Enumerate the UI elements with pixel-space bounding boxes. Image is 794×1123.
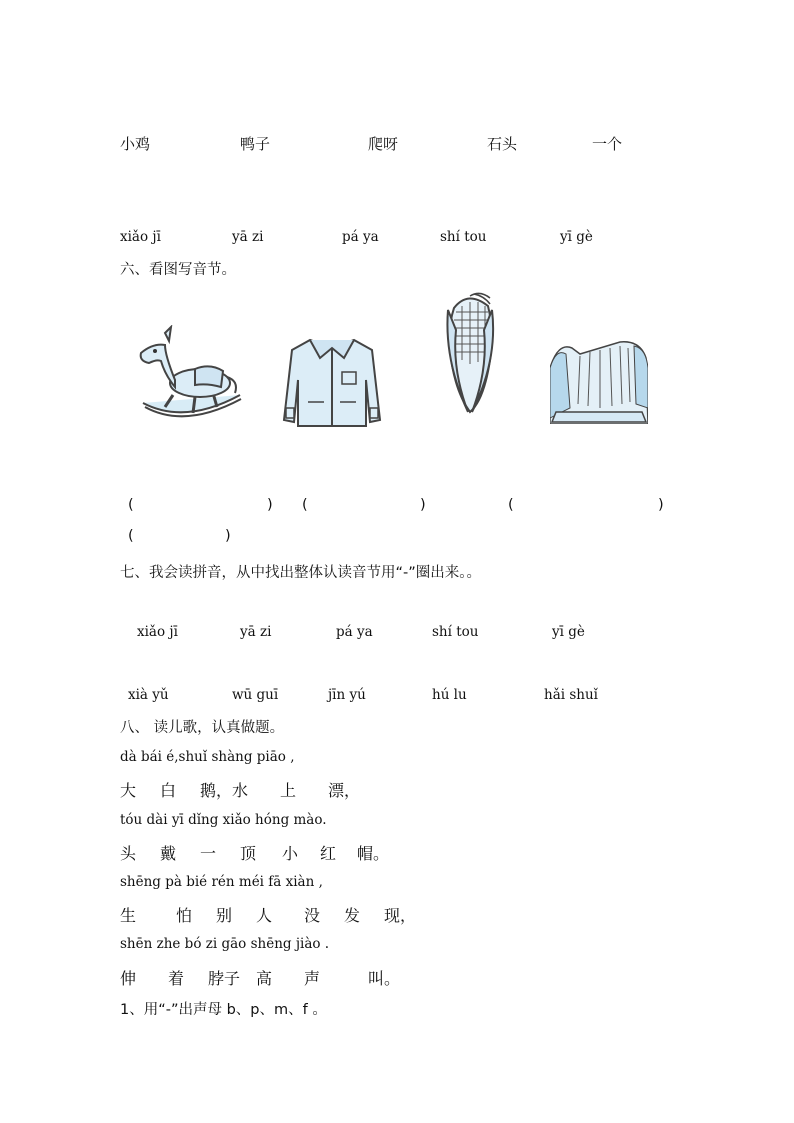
bracket-close: ) bbox=[420, 497, 426, 513]
word: 石头 bbox=[487, 135, 518, 153]
pinyin: yā zi bbox=[240, 624, 272, 640]
bracket-open: ( bbox=[128, 497, 134, 513]
pinyin: yī gè bbox=[560, 229, 593, 245]
jacket-icon bbox=[280, 330, 385, 430]
hanzi: 小 bbox=[282, 844, 299, 863]
hanzi: 没 bbox=[304, 906, 321, 925]
hanzi: 漂， bbox=[328, 781, 361, 800]
hanzi: 发 bbox=[344, 906, 361, 925]
word: 鸭子 bbox=[240, 135, 271, 153]
pinyin: hǎi shuǐ bbox=[544, 687, 598, 703]
hanzi: 别 bbox=[216, 906, 233, 925]
hanzi: 叫。 bbox=[368, 969, 401, 988]
bracket-open: ( bbox=[128, 528, 134, 544]
bracket-close: ) bbox=[225, 528, 231, 544]
hanzi: 着 bbox=[168, 969, 185, 988]
section8-title: 八、 读儿歌，认真做题。 bbox=[120, 720, 285, 736]
pinyin: shí tou bbox=[432, 624, 479, 640]
hanzi: 顶 bbox=[240, 844, 257, 863]
pinyin: xiǎo jī bbox=[137, 624, 178, 640]
hanzi: 一 bbox=[200, 844, 217, 863]
jacket-picture bbox=[280, 330, 385, 430]
pinyin: xiǎo jī bbox=[120, 229, 161, 245]
corn-icon bbox=[440, 290, 500, 415]
hanzi: 白 bbox=[160, 781, 177, 800]
bracket-open: ( bbox=[508, 497, 514, 513]
hanzi: 上 bbox=[280, 781, 297, 800]
pinyin: shí tou bbox=[440, 229, 487, 245]
hanzi: 高 bbox=[256, 969, 273, 988]
hanzi: 生 bbox=[120, 906, 137, 925]
poem-pinyin: shēng pà bié rén méi fā xiàn , bbox=[120, 874, 323, 890]
word: 爬呀 bbox=[368, 135, 399, 153]
rocking-horse-picture bbox=[135, 325, 245, 425]
question-1: 1、用“-”出声母 b、p、m、f 。 bbox=[120, 1002, 327, 1018]
hanzi: 鹅，水 bbox=[200, 781, 249, 800]
pinyin: pá ya bbox=[336, 624, 373, 640]
hanzi: 头 bbox=[120, 844, 137, 863]
hanzi: 脖子 bbox=[208, 969, 241, 988]
bracket-close: ) bbox=[267, 497, 273, 513]
bracket-open: ( bbox=[302, 497, 308, 513]
hanzi: 现， bbox=[384, 906, 417, 925]
word: 小鸡 bbox=[120, 135, 151, 153]
pinyin: hú lu bbox=[432, 687, 467, 703]
pinyin: xià yǔ bbox=[128, 687, 169, 703]
poem-pinyin: tóu dài yī dǐng xiǎo hóng mào. bbox=[120, 812, 327, 828]
hanzi: 大 bbox=[120, 781, 137, 800]
hanzi: 怕 bbox=[176, 906, 193, 925]
pinyin: jīn yú bbox=[328, 687, 366, 703]
word: 一个 bbox=[592, 135, 623, 153]
hanzi: 帽。 bbox=[357, 844, 390, 863]
bracket-close: ) bbox=[658, 497, 664, 513]
hanzi: 戴 bbox=[160, 844, 177, 863]
pinyin: yā zi bbox=[232, 229, 264, 245]
rocking-horse-icon bbox=[135, 325, 245, 425]
hanzi: 人 bbox=[256, 906, 273, 925]
section7-title: 七、我会读拼音，从中找出整体认读音节用“-”圈出来。。 bbox=[120, 565, 482, 581]
poem-pinyin: dà bái é,shuǐ shàng piāo , bbox=[120, 749, 295, 765]
pinyin: yī gè bbox=[552, 624, 585, 640]
poem-pinyin: shēn zhe bó zi gāo shēng jiào . bbox=[120, 936, 330, 952]
waterfall-picture bbox=[550, 338, 648, 424]
section6-title: 六、看图写音节。 bbox=[120, 262, 236, 278]
hanzi: 红 bbox=[320, 844, 337, 863]
hanzi: 伸 bbox=[120, 969, 137, 988]
pinyin: wū guī bbox=[232, 687, 279, 703]
waterfall-icon bbox=[550, 338, 648, 424]
corn-picture bbox=[440, 290, 500, 415]
hanzi: 声 bbox=[304, 969, 321, 988]
pinyin: pá ya bbox=[342, 229, 379, 245]
